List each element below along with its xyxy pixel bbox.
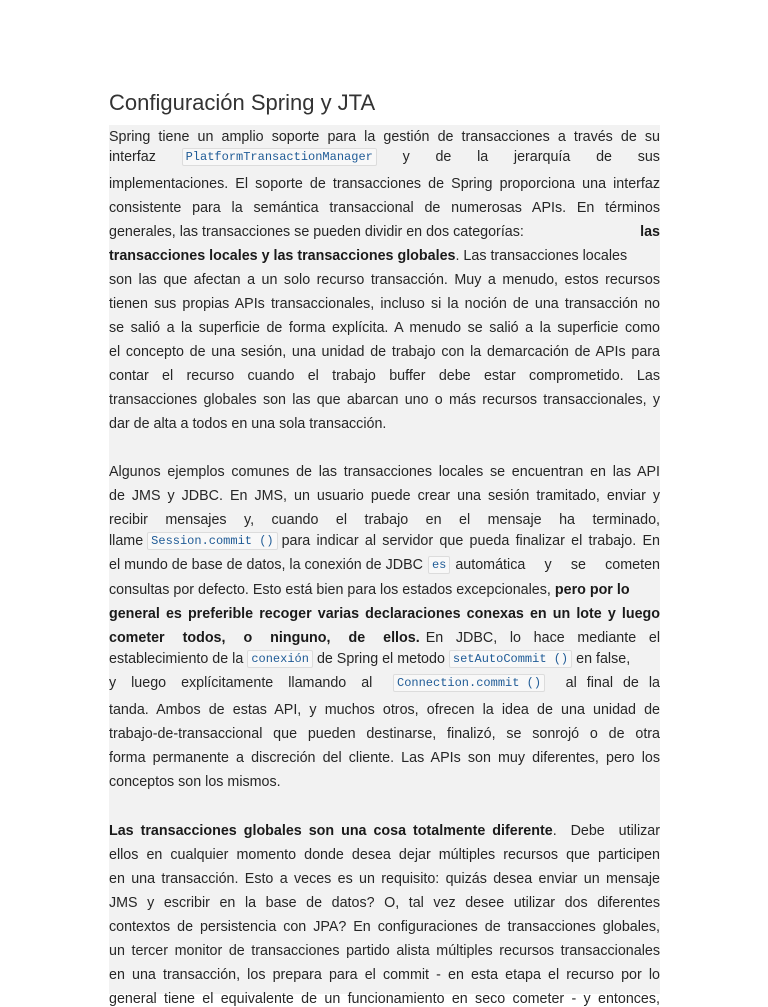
code-es: es (428, 556, 450, 574)
text-line: en una transacción. Esto a veces es un requisito: quizás desea enviar un mensaje (109, 871, 660, 887)
code-conexion: conexión (247, 650, 313, 668)
text-line: JMS y escribir en la base de datos? O, tal vez desee utilizar dos diferentes (109, 895, 660, 911)
bold-text: cometer todos, o ninguno, de ellos. (109, 630, 420, 646)
text-line: ellos en cualquier momento donde desea dejar múltiples recursos que participen (109, 847, 660, 863)
bold-text: general es preferible recoger varias declaraciones conexas en un lote y luego (109, 606, 660, 622)
text-fragment: sus (637, 149, 660, 165)
text-line: tanda. Ambos de estas API, y muchos otros, ofrecen la idea de una unidad de (109, 702, 660, 718)
text-fragment: la (477, 149, 489, 165)
text-fragment: en false, (576, 651, 631, 667)
document-body (109, 125, 660, 1007)
text-fragment: jerarquía (513, 149, 571, 165)
text-fragment: de Spring el metodo (316, 651, 445, 667)
text-line: implementaciones. El soporte de transacciones de Spring proporciona una interfaz (109, 176, 660, 192)
text-fragment: de (435, 149, 452, 165)
code-set-auto-commit: setAutoCommit () (449, 650, 572, 668)
text-line: un tercer monitor de transacciones partido alista múltiples recursos transaccionales (109, 943, 660, 959)
text-line: contar el recurso cuando el trabajo buffer debe estar comprometido. Las (109, 368, 660, 384)
code-platform-transaction-manager: PlatformTransactionManager (182, 148, 377, 166)
page-title: Configuración Spring y JTA (109, 90, 376, 115)
bold-text: las (640, 224, 660, 240)
text-fragment: para indicar al servidor que pueda finalizar el trabajo. En (281, 533, 660, 549)
text-line (109, 823, 660, 839)
bold-text: transacciones locales y las transacciones globales (109, 248, 456, 264)
text-line: forma permanente a discreción del cliente. Las APIs son muy diferentes, pero los (109, 750, 660, 766)
text-fragment: . Debe utilizar (552, 823, 660, 839)
text-fragment: generales, las transacciones se pueden dividir en dos categorías: (109, 224, 524, 240)
text-line: en una transacción, los prepara para el commit - en esta etapa el recurso por lo (109, 967, 660, 983)
text-fragment: establecimiento de la (109, 651, 244, 667)
text-line: son las que afectan a un solo recurso transacción. Muy a menudo, estos recursos (109, 272, 660, 288)
text-line: recibir mensajes y, cuando el trabajo en el mensaje ha terminado, (109, 512, 660, 528)
text-line (109, 532, 660, 550)
text-line (109, 248, 660, 264)
text-line: conceptos son los mismos. (109, 774, 281, 790)
text-line (109, 630, 660, 646)
text-line: transacciones globales son las que abarcan uno o más recursos transaccionales, y (109, 392, 660, 408)
code-connection-commit: Connection.commit () (393, 674, 545, 692)
text-line: consistente para la semántica transaccional de numerosas APIs. En términos (109, 200, 660, 216)
text-fragment: En JDBC, lo hace mediante el (425, 630, 660, 646)
text-fragment: y luego explícitamente llamando al (109, 675, 373, 691)
text-line: trabajo-de-transaccional que pueden destinarse, finalizó, se sonrojó o de otra (109, 726, 660, 742)
text-fragment: y (402, 149, 410, 165)
code-session-commit: Session.commit () (147, 532, 277, 550)
text-fragment: automática y se cometen (455, 557, 660, 573)
text-line: se salió a la superficie de forma explícita. A menudo se salió a la superficie como (109, 320, 660, 336)
text-fragment: interfaz (109, 149, 156, 165)
text-fragment: llame (109, 533, 144, 549)
text-line: tienen sus propias APIs transaccionales, incluso si la noción de una transacción no (109, 296, 660, 312)
text-line: general tiene el equivalente de un funcionamiento en seco cometer - y entonces, (109, 991, 660, 1007)
text-line (109, 556, 660, 574)
text-fragment: de (596, 149, 612, 165)
bold-text: pero por lo (554, 582, 630, 598)
text-line (109, 582, 660, 598)
text-fragment: . Las transacciones locales (455, 248, 628, 264)
text-line (109, 148, 660, 166)
text-line: de JMS y JDBC. En JMS, un usuario puede crear una sesión tramitado, enviar y (109, 488, 660, 504)
bold-text: Las transacciones globales son una cosa totalmente diferente (109, 823, 553, 839)
text-line: el concepto de una sesión, una unidad de trabajo con la demarcación de APIs para (109, 344, 660, 360)
text-line: Algunos ejemplos comunes de las transacciones locales se encuentran en las API (109, 464, 660, 480)
text-line (109, 224, 660, 240)
text-line (109, 606, 660, 622)
text-line: Spring tiene un amplio soporte para la gestión de transacciones a través de su (109, 129, 660, 145)
text-fragment: el mundo de base de datos, la conexión de JDBC (109, 557, 423, 573)
text-line: dar de alta a todos en una sola transacción. (109, 416, 387, 432)
text-line: contextos de persistencia con JPA? En configuraciones de transacciones globales, (109, 919, 660, 935)
text-line (109, 674, 660, 692)
text-line (109, 650, 660, 668)
text-fragment: consultas por defecto. Esto está bien para los estados excepcionales, (109, 582, 551, 598)
text-fragment: al final de la (565, 675, 660, 691)
